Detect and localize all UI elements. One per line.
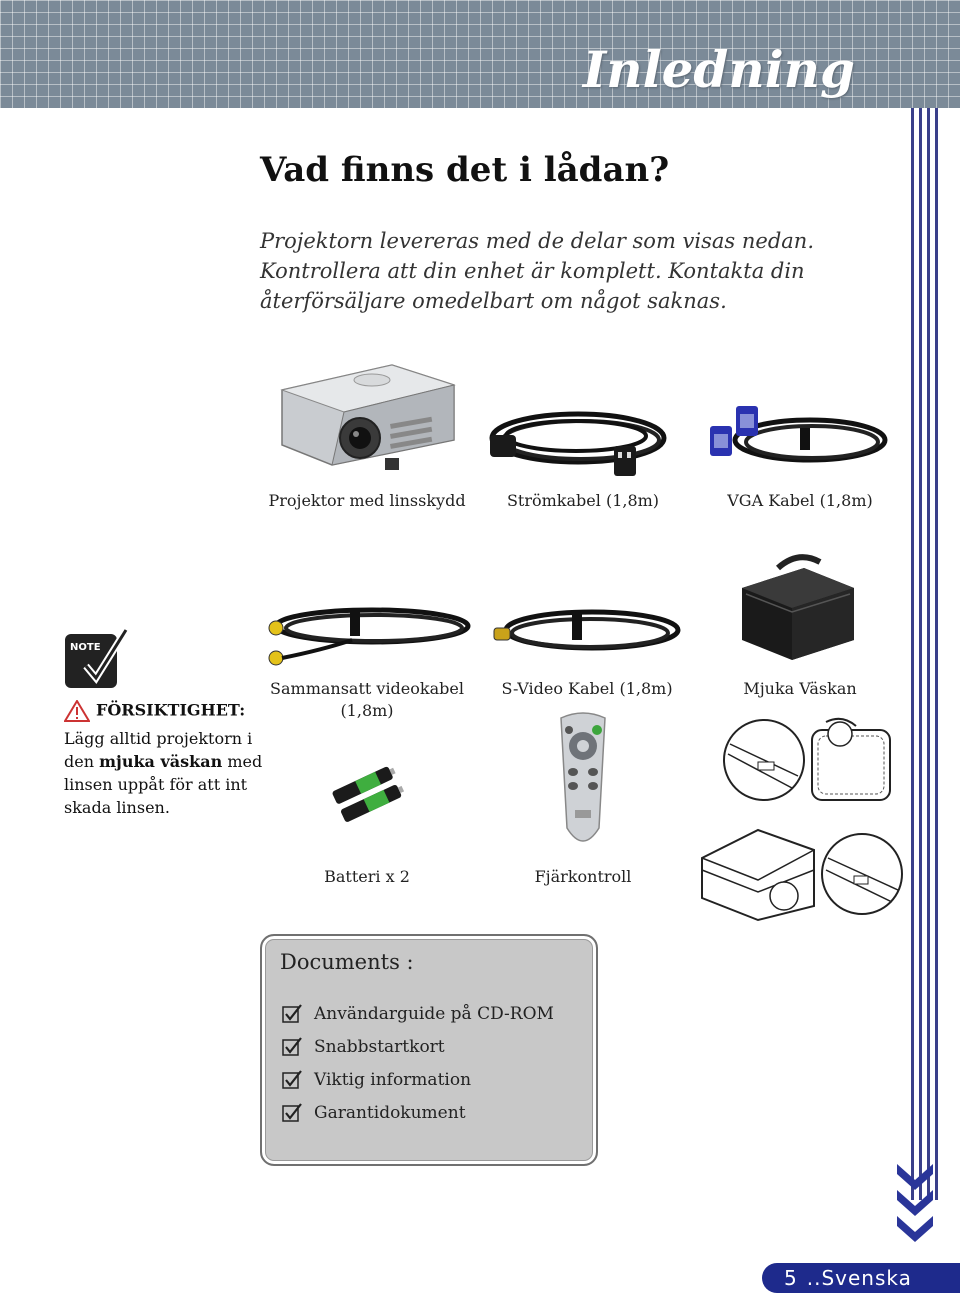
page-heading: Vad finns det i lådan? — [260, 150, 670, 190]
margin-rule — [919, 108, 922, 1200]
caption-composite-video-cable — [262, 678, 472, 722]
intro-text — [260, 226, 820, 316]
caution-text-bold: mjuka väskan — [99, 752, 223, 771]
power-cable-image — [486, 400, 676, 485]
checkbox-checked-icon — [282, 1037, 302, 1057]
intro-line: återförsäljare omedelbart om något saknas. — [260, 289, 727, 313]
remote-control-image — [555, 708, 611, 854]
chapter-title: Inledning — [582, 40, 855, 99]
documents-list-item — [282, 1070, 471, 1090]
documents-list-item — [282, 1004, 554, 1024]
checkbox-checked-icon — [282, 1004, 302, 1024]
caution-heading — [64, 700, 245, 722]
intro-line: Projektorn levereras med de delar som visas nedan. — [260, 229, 814, 253]
checkbox-checked-icon — [282, 1070, 302, 1090]
margin-rule — [911, 108, 914, 1200]
batteries-image — [332, 764, 408, 824]
intro-line: Kontrollera att din enhet är komplett. Kontakta din — [260, 259, 805, 283]
margin-rule — [935, 108, 938, 1200]
note-icon — [64, 628, 128, 690]
caption-line: Sammansatt videokabel — [270, 679, 464, 698]
caption-projector: Projektor med linsskydd — [268, 491, 466, 510]
documents-title: Documents : — [280, 950, 414, 974]
note-icon-label: NOTE — [70, 642, 101, 653]
caption-soft-case: Mjuka Väskan — [743, 679, 857, 698]
vga-cable-image — [700, 400, 890, 470]
documents-list-item — [282, 1103, 466, 1123]
caption-line: (1,8m) — [340, 701, 394, 720]
documents-box — [260, 934, 598, 1166]
document-label: Snabbstartkort — [314, 1037, 445, 1057]
warning-icon — [64, 700, 90, 722]
documents-list-item — [282, 1037, 445, 1057]
footer-language: ..Svenska — [806, 1266, 912, 1290]
caption-vga-cable: VGA Kabel (1,8m) — [727, 491, 873, 510]
soft-case-diagram-closed — [698, 826, 904, 922]
caption-remote: Fjärkontroll — [534, 867, 632, 886]
caption-svideo-cable: S-Video Kabel (1,8m) — [501, 679, 673, 698]
chevron-down-icon — [895, 1162, 935, 1248]
caution-text-part: Lägg alltid projektorn i den — [64, 729, 253, 771]
projector-image — [272, 360, 462, 475]
soft-case-image — [738, 548, 858, 663]
soft-case-diagram-open — [722, 714, 894, 806]
caution-title: FÖRSIKTIGHET: — [96, 700, 246, 720]
caption-battery: Batteri x 2 — [324, 867, 410, 886]
page-number: 5 — [784, 1266, 797, 1290]
document-label: Garantidokument — [314, 1103, 466, 1123]
document-label: Användarguide på CD-ROM — [314, 1004, 554, 1024]
page-footer — [762, 1263, 960, 1293]
caution-text — [64, 727, 264, 819]
caption-power-cable: Strömkabel (1,8m) — [506, 491, 660, 510]
document-label: Viktig information — [314, 1070, 472, 1090]
caution-text-part: med linsen uppåt för att int skada linsen. — [64, 752, 263, 817]
svideo-cable-image — [492, 600, 682, 670]
margin-rule — [927, 108, 930, 1200]
composite-video-cable-image — [262, 600, 472, 670]
page-header — [0, 0, 960, 108]
checkbox-checked-icon — [282, 1103, 302, 1123]
